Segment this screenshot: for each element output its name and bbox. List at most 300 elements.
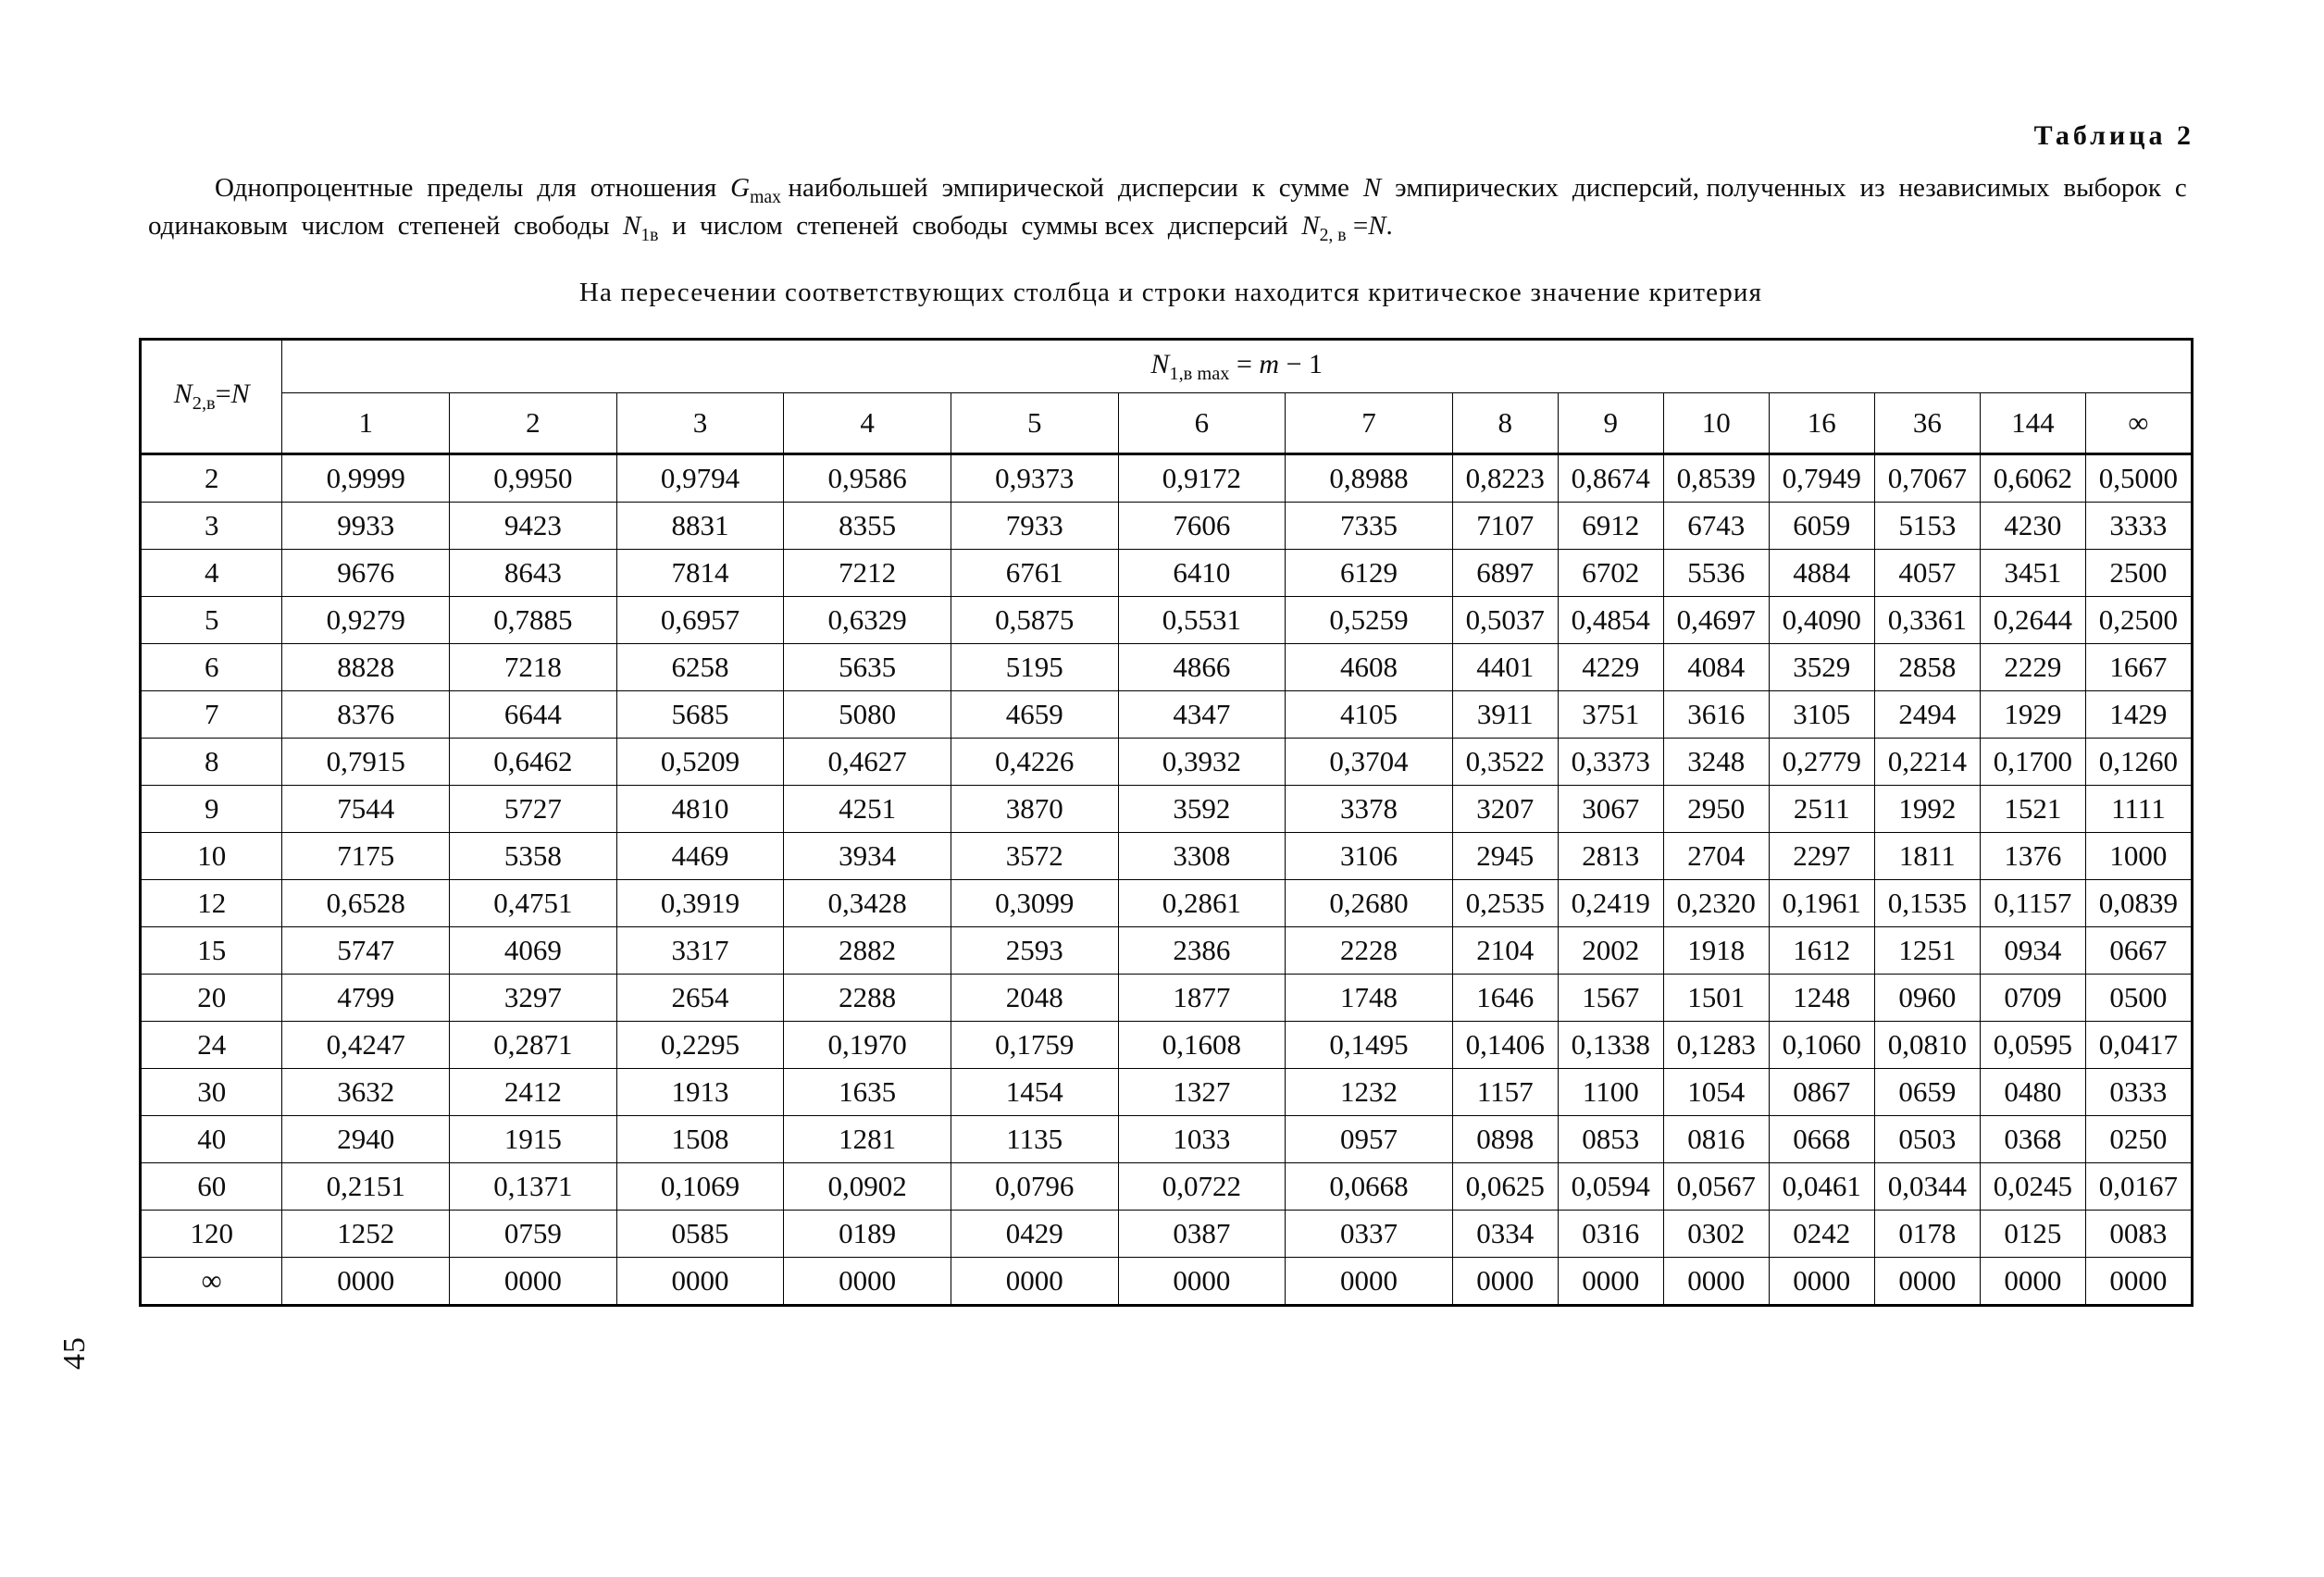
- table-cell: 0,1338: [1558, 1022, 1663, 1069]
- table-cell: 0,7949: [1769, 454, 1874, 503]
- col-header-8: 8: [1452, 393, 1558, 454]
- table-cell: 0,6957: [616, 597, 784, 644]
- table-cell: 2858: [1874, 644, 1980, 691]
- table-cell: 0,7885: [450, 597, 617, 644]
- table-header-top: [141, 340, 2193, 393]
- table-cell: 0,1495: [1286, 1022, 1453, 1069]
- table-cell: 0,9794: [616, 454, 784, 503]
- table-cell: 3529: [1769, 644, 1874, 691]
- table-cell: 0,3932: [1118, 739, 1286, 786]
- table-cell: 7218: [450, 644, 617, 691]
- table-cell: 0,3373: [1558, 739, 1663, 786]
- row-header: 10: [141, 833, 282, 880]
- table-cell: 8376: [282, 691, 450, 739]
- table-cell: 1327: [1118, 1069, 1286, 1116]
- table-cell: 4105: [1286, 691, 1453, 739]
- table-cell: 1635: [784, 1069, 951, 1116]
- table-cell: 0,1535: [1874, 880, 1980, 927]
- table-cell: 3451: [1980, 550, 2085, 597]
- row-header: 120: [141, 1211, 282, 1258]
- table-cell: 0000: [282, 1258, 450, 1306]
- table-cell: 0,1260: [2085, 739, 2192, 786]
- table-cell: 0,3522: [1452, 739, 1558, 786]
- table-cell: 6702: [1558, 550, 1663, 597]
- table-cell: 0867: [1769, 1069, 1874, 1116]
- table-cell: 0,5875: [951, 597, 1118, 644]
- table-cell: 0,2320: [1663, 880, 1769, 927]
- table-cell: 0,2861: [1118, 880, 1286, 927]
- table-cell: 7175: [282, 833, 450, 880]
- table-cell: 0,1961: [1769, 880, 1874, 927]
- row-header: 15: [141, 927, 282, 975]
- table-cell: 0,4697: [1663, 597, 1769, 644]
- table-cell: 2229: [1980, 644, 2085, 691]
- table-cell: 4608: [1286, 644, 1453, 691]
- table-cell: 1100: [1558, 1069, 1663, 1116]
- table-cell: 1748: [1286, 975, 1453, 1022]
- table-cell: 9423: [450, 503, 617, 550]
- table-cell: 1521: [1980, 786, 2085, 833]
- table-cell: 6761: [951, 550, 1118, 597]
- table-cell: 1667: [2085, 644, 2192, 691]
- table-cell: 2297: [1769, 833, 1874, 880]
- table-cell: 3067: [1558, 786, 1663, 833]
- table-row: [141, 644, 2193, 691]
- row-header: ∞: [141, 1258, 282, 1306]
- col-header-3: 3: [616, 393, 784, 454]
- table-cell: 4347: [1118, 691, 1286, 739]
- table-row: [141, 927, 2193, 975]
- table-cell: 7335: [1286, 503, 1453, 550]
- table-cell: 0,2535: [1452, 880, 1558, 927]
- table-cell: 3592: [1118, 786, 1286, 833]
- row-header: 6: [141, 644, 282, 691]
- table-cell: 4084: [1663, 644, 1769, 691]
- table-cell: 1251: [1874, 927, 1980, 975]
- table-cell: 4884: [1769, 550, 1874, 597]
- table-cell: 8355: [784, 503, 951, 550]
- table-cell: 1646: [1452, 975, 1558, 1022]
- table-cell: 1054: [1663, 1069, 1769, 1116]
- table-cell: 0,1700: [1980, 739, 2085, 786]
- table-cell: 0189: [784, 1211, 951, 1258]
- table-cell: 7544: [282, 786, 450, 833]
- table-cell: 4866: [1118, 644, 1286, 691]
- table-cell: 0000: [450, 1258, 617, 1306]
- table-cell: 4799: [282, 975, 450, 1022]
- table-cell: 0,0594: [1558, 1163, 1663, 1211]
- table-cell: 3870: [951, 786, 1118, 833]
- table-cell: 1454: [951, 1069, 1118, 1116]
- table-label: Таблица 2: [2033, 120, 2194, 151]
- table-cell: 0,6462: [450, 739, 617, 786]
- table-cell: 4401: [1452, 644, 1558, 691]
- table-cell: 6059: [1769, 503, 1874, 550]
- table-cell: 0853: [1558, 1116, 1663, 1163]
- table-cell: 0368: [1980, 1116, 2085, 1163]
- table-cell: 2813: [1558, 833, 1663, 880]
- table-cell: 0,8674: [1558, 454, 1663, 503]
- table-cell: 1376: [1980, 833, 2085, 880]
- table-cell: 5747: [282, 927, 450, 975]
- critical-values-table: [139, 338, 2194, 1307]
- table-cell: 0,1970: [784, 1022, 951, 1069]
- table-cell: 5080: [784, 691, 951, 739]
- table-cell: 9933: [282, 503, 450, 550]
- col-header-infinity: ∞: [2085, 393, 2192, 454]
- col-header-7: 7: [1286, 393, 1453, 454]
- table-cell: 0,0625: [1452, 1163, 1558, 1211]
- table-cell: 0000: [1980, 1258, 2085, 1306]
- table-cell: 0,4247: [282, 1022, 450, 1069]
- table-row: [141, 691, 2193, 739]
- table-cell: 0,5037: [1452, 597, 1558, 644]
- table-cell: 0000: [1874, 1258, 1980, 1306]
- table-row: [141, 833, 2193, 880]
- table-cell: 0,9586: [784, 454, 951, 503]
- row-header: 24: [141, 1022, 282, 1069]
- table-cell: 3317: [616, 927, 784, 975]
- col-header-1: 1: [282, 393, 450, 454]
- table-cell: 2228: [1286, 927, 1453, 975]
- table-cell: 1877: [1118, 975, 1286, 1022]
- corner-header: $N_{2,в}=N$: [141, 340, 282, 454]
- table-cell: 6912: [1558, 503, 1663, 550]
- table-cell: 0,4627: [784, 739, 951, 786]
- table-cell: 0000: [1558, 1258, 1663, 1306]
- row-header: 9: [141, 786, 282, 833]
- table-cell: 1929: [1980, 691, 2085, 739]
- table-cell: 0,2214: [1874, 739, 1980, 786]
- row-header: 20: [141, 975, 282, 1022]
- table-cell: 2048: [951, 975, 1118, 1022]
- table-cell: 0334: [1452, 1211, 1558, 1258]
- table-cell: 0,9172: [1118, 454, 1286, 503]
- row-header: 12: [141, 880, 282, 927]
- table-cell: 0,0595: [1980, 1022, 2085, 1069]
- table-row: [141, 1211, 2193, 1258]
- table-cell: 0,4854: [1558, 597, 1663, 644]
- table-row: [141, 1069, 2193, 1116]
- table-cell: 1501: [1663, 975, 1769, 1022]
- table-cell: 3248: [1663, 739, 1769, 786]
- col-header-10: 10: [1663, 393, 1769, 454]
- table-cell: 0898: [1452, 1116, 1558, 1163]
- table-cell: 0,2419: [1558, 880, 1663, 927]
- table-cell: 9676: [282, 550, 450, 597]
- table-cell: 6644: [450, 691, 617, 739]
- table-cell: 2940: [282, 1116, 450, 1163]
- table-cell: 0,8223: [1452, 454, 1558, 503]
- col-header-5: 5: [951, 393, 1118, 454]
- table-cell: 5727: [450, 786, 617, 833]
- row-header: 4: [141, 550, 282, 597]
- table-cell: 0000: [1663, 1258, 1769, 1306]
- table-cell: 3106: [1286, 833, 1453, 880]
- table-cell: 0,0167: [2085, 1163, 2192, 1211]
- table-cell: 4229: [1558, 644, 1663, 691]
- table-cell: 0,1608: [1118, 1022, 1286, 1069]
- table-cell: 0,0722: [1118, 1163, 1286, 1211]
- table-cell: 3572: [951, 833, 1118, 880]
- table-cell: 1033: [1118, 1116, 1286, 1163]
- table-cell: 1508: [616, 1116, 784, 1163]
- col-header-144: 144: [1980, 393, 2085, 454]
- table-cell: 2882: [784, 927, 951, 975]
- table-cell: 4057: [1874, 550, 1980, 597]
- table-cell: 0,0461: [1769, 1163, 1874, 1211]
- table-cell: 2654: [616, 975, 784, 1022]
- table-cell: 0,6528: [282, 880, 450, 927]
- table-cell: 0,1406: [1452, 1022, 1558, 1069]
- table-cell: 0,0796: [951, 1163, 1118, 1211]
- table-cell: 2511: [1769, 786, 1874, 833]
- table-cell: 0709: [1980, 975, 2085, 1022]
- table-row: [141, 1022, 2193, 1069]
- table-cell: 0585: [616, 1211, 784, 1258]
- table-cell: 0000: [951, 1258, 1118, 1306]
- table-cell: 2412: [450, 1069, 617, 1116]
- row-header: 40: [141, 1116, 282, 1163]
- table-cell: 7933: [951, 503, 1118, 550]
- table-cell: 0178: [1874, 1211, 1980, 1258]
- row-header: 60: [141, 1163, 282, 1211]
- table-cell: 7606: [1118, 503, 1286, 550]
- table-cell: 6129: [1286, 550, 1453, 597]
- span-header: $N_{1,в max} = m - 1$: [282, 340, 2193, 393]
- table-cell: 0333: [2085, 1069, 2192, 1116]
- table-cell: 7212: [784, 550, 951, 597]
- table-cell: 0083: [2085, 1211, 2192, 1258]
- table-cell: 0,7915: [282, 739, 450, 786]
- table-cell: 0,9950: [450, 454, 617, 503]
- table-row: [141, 1258, 2193, 1306]
- table-cell: 0,9279: [282, 597, 450, 644]
- table-cell: 0,2295: [616, 1022, 784, 1069]
- table-cell: 0,4090: [1769, 597, 1874, 644]
- table-cell: 0480: [1980, 1069, 2085, 1116]
- table-cell: 0,5000: [2085, 454, 2192, 503]
- table-cell: 4659: [951, 691, 1118, 739]
- table-cell: 3934: [784, 833, 951, 880]
- table-cell: 0,1371: [450, 1163, 617, 1211]
- table-cell: 0,4751: [450, 880, 617, 927]
- row-header: 7: [141, 691, 282, 739]
- table-cell: 1135: [951, 1116, 1118, 1163]
- table-cell: 0,0567: [1663, 1163, 1769, 1211]
- table-row: [141, 739, 2193, 786]
- table-cell: 0,1759: [951, 1022, 1118, 1069]
- table-row: [141, 1163, 2193, 1211]
- table-cell: 0,0245: [1980, 1163, 2085, 1211]
- table-cell: 0,1157: [1980, 880, 2085, 927]
- col-header-4: 4: [784, 393, 951, 454]
- table-cell: 3297: [450, 975, 617, 1022]
- table-cell: 0125: [1980, 1211, 2085, 1258]
- table-cell: 4810: [616, 786, 784, 833]
- table-caption-secondary: На пересечении соответствующих столбца и строки находится критическое значение критерия: [578, 278, 1763, 307]
- table-row: [141, 503, 2193, 550]
- table-cell: 6258: [616, 644, 784, 691]
- table-cell: 8831: [616, 503, 784, 550]
- table-cell: 0,8988: [1286, 454, 1453, 503]
- table-row: [141, 454, 2193, 503]
- table-cell: 0,3704: [1286, 739, 1453, 786]
- row-header: 30: [141, 1069, 282, 1116]
- table-cell: 0,7067: [1874, 454, 1980, 503]
- col-header-36: 36: [1874, 393, 1980, 454]
- table-cell: 4069: [450, 927, 617, 975]
- table-cell: 1567: [1558, 975, 1663, 1022]
- table-cell: 0000: [1286, 1258, 1453, 1306]
- table-cell: 0,4226: [951, 739, 1118, 786]
- table-cell: 3911: [1452, 691, 1558, 739]
- table-row: [141, 1116, 2193, 1163]
- table-cell: 0,3919: [616, 880, 784, 927]
- table-cell: 5358: [450, 833, 617, 880]
- table-cell: 0,2644: [1980, 597, 2085, 644]
- table-cell: 0,2500: [2085, 597, 2192, 644]
- table-row: [141, 786, 2193, 833]
- table-cell: 0000: [616, 1258, 784, 1306]
- table-cell: 6743: [1663, 503, 1769, 550]
- table-cell: 0934: [1980, 927, 2085, 975]
- table-cell: 3378: [1286, 786, 1453, 833]
- table-cell: 0,5531: [1118, 597, 1286, 644]
- table-cell: 3333: [2085, 503, 2192, 550]
- table-cell: 1157: [1452, 1069, 1558, 1116]
- table-cell: 2950: [1663, 786, 1769, 833]
- table-cell: 0,9373: [951, 454, 1118, 503]
- table-cell: 5195: [951, 644, 1118, 691]
- table-cell: 0,2871: [450, 1022, 617, 1069]
- table-cell: 0387: [1118, 1211, 1286, 1258]
- table-cell: 0000: [1118, 1258, 1286, 1306]
- table-cell: 4469: [616, 833, 784, 880]
- table-cell: 0250: [2085, 1116, 2192, 1163]
- table-cell: 0,0810: [1874, 1022, 1980, 1069]
- table-row: [141, 550, 2193, 597]
- table-cell: 3308: [1118, 833, 1286, 880]
- table-row: [141, 975, 2193, 1022]
- table-cell: 0,2151: [282, 1163, 450, 1211]
- row-header: 8: [141, 739, 282, 786]
- table-cell: 5635: [784, 644, 951, 691]
- table-cell: 0503: [1874, 1116, 1980, 1163]
- table-cell: 5685: [616, 691, 784, 739]
- table-cell: 0,2680: [1286, 880, 1453, 927]
- table-cell: 2288: [784, 975, 951, 1022]
- table-cell: 1612: [1769, 927, 1874, 975]
- table-cell: 0759: [450, 1211, 617, 1258]
- table-cell: 1281: [784, 1116, 951, 1163]
- table-cell: 4251: [784, 786, 951, 833]
- table-cell: 0960: [1874, 975, 1980, 1022]
- table-cell: 0659: [1874, 1069, 1980, 1116]
- table-cell: 8643: [450, 550, 617, 597]
- table-cell: 3616: [1663, 691, 1769, 739]
- table-cell: 0000: [2085, 1258, 2192, 1306]
- table-cell: 1915: [450, 1116, 617, 1163]
- table-cell: 0,3099: [951, 880, 1118, 927]
- row-header: 3: [141, 503, 282, 550]
- table-cell: 0,2779: [1769, 739, 1874, 786]
- table-cell: 0,0417: [2085, 1022, 2192, 1069]
- table-cell: 1232: [1286, 1069, 1453, 1116]
- table-cell: 2386: [1118, 927, 1286, 975]
- table-cell: 7107: [1452, 503, 1558, 550]
- table-cell: 5153: [1874, 503, 1980, 550]
- table-cell: 0000: [784, 1258, 951, 1306]
- table-cell: 0500: [2085, 975, 2192, 1022]
- table-cell: 0337: [1286, 1211, 1453, 1258]
- table-cell: 0,9999: [282, 454, 450, 503]
- table-cell: 0,3428: [784, 880, 951, 927]
- table-cell: 0,5209: [616, 739, 784, 786]
- table-cell: 6897: [1452, 550, 1558, 597]
- table-header-columns: [141, 393, 2193, 454]
- table-cell: 0,6329: [784, 597, 951, 644]
- table-cell: 5536: [1663, 550, 1769, 597]
- row-header: 2: [141, 454, 282, 503]
- table-cell: 1918: [1663, 927, 1769, 975]
- table-cell: 4230: [1980, 503, 2085, 550]
- table-cell: 0242: [1769, 1211, 1874, 1258]
- table-caption: Однопроцентные пределы для отношения $G_{max}$ наибольшей эмпирической дисперсии к сумме N эмпирических дисперсий, полученных из независимых выборок с одинаковым числом степеней свободы $N_{1в}$ и числом степеней свободы суммы всех дисперсий $N_{2, в} =N$.: [148, 173, 2194, 245]
- table-cell: 1111: [2085, 786, 2192, 833]
- table-cell: 2002: [1558, 927, 1663, 975]
- table-cell: 0668: [1769, 1116, 1874, 1163]
- table-cell: 0,0902: [784, 1163, 951, 1211]
- table-cell: 0000: [1452, 1258, 1558, 1306]
- table-cell: 1429: [2085, 691, 2192, 739]
- table-cell: 3105: [1769, 691, 1874, 739]
- table-row: [141, 880, 2193, 927]
- table-cell: 2494: [1874, 691, 1980, 739]
- table-cell: 3751: [1558, 691, 1663, 739]
- col-header-9: 9: [1558, 393, 1663, 454]
- table-cell: 0,8539: [1663, 454, 1769, 503]
- table-cell: 0,3361: [1874, 597, 1980, 644]
- table-cell: 2945: [1452, 833, 1558, 880]
- table-row: [141, 597, 2193, 644]
- table-cell: 0000: [1769, 1258, 1874, 1306]
- table-cell: 1811: [1874, 833, 1980, 880]
- table-cell: 1252: [282, 1211, 450, 1258]
- col-header-6: 6: [1118, 393, 1286, 454]
- table-cell: 0316: [1558, 1211, 1663, 1258]
- table-cell: 6410: [1118, 550, 1286, 597]
- table-cell: 1992: [1874, 786, 1980, 833]
- table-cell: 0,6062: [1980, 454, 2085, 503]
- table-cell: 0,1060: [1769, 1022, 1874, 1069]
- row-header: 5: [141, 597, 282, 644]
- table-cell: 2593: [951, 927, 1118, 975]
- page-number: 45: [57, 1336, 92, 1370]
- table-cell: 0816: [1663, 1116, 1769, 1163]
- table-cell: 0667: [2085, 927, 2192, 975]
- table-cell: 0,5259: [1286, 597, 1453, 644]
- table-cell: 0957: [1286, 1116, 1453, 1163]
- col-header-2: 2: [450, 393, 617, 454]
- table-cell: 0,0839: [2085, 880, 2192, 927]
- table-body: [141, 454, 2193, 1306]
- table-cell: 3207: [1452, 786, 1558, 833]
- table-cell: 1913: [616, 1069, 784, 1116]
- table-cell: 2704: [1663, 833, 1769, 880]
- table-cell: 0,1283: [1663, 1022, 1769, 1069]
- table-cell: 3632: [282, 1069, 450, 1116]
